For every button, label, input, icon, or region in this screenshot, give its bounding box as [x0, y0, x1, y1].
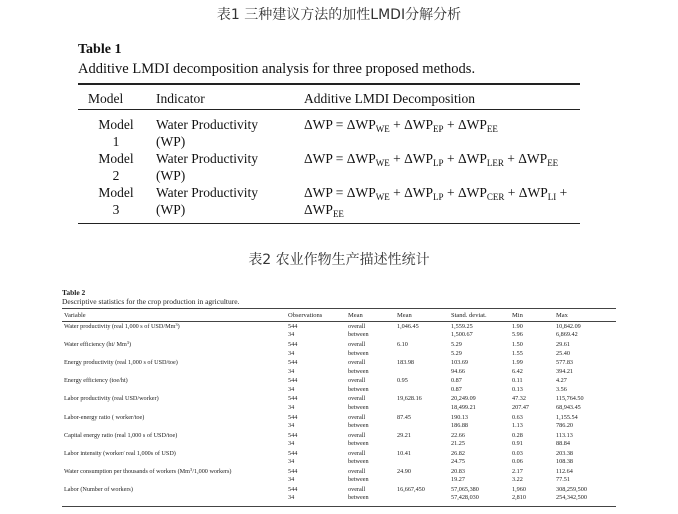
table2-max: 1,155.54 [556, 413, 578, 421]
table2-min: 2,810 [512, 494, 526, 502]
table2-max: 115,764.50 [556, 395, 584, 403]
table2-min: 6.42 [512, 367, 523, 375]
table2-min: 1.55 [512, 349, 523, 357]
table2-std: 5.29 [451, 349, 462, 357]
table2-mean-type: overall [348, 449, 366, 457]
table2-mean: 19,628.16 [397, 395, 422, 403]
table2-variable: Labor productivity (real USD/worker) [64, 395, 159, 403]
table2-col-min: Min [512, 312, 523, 319]
table2-mean: 24.90 [397, 467, 411, 475]
table2-mean: 87.45 [397, 413, 411, 421]
table2-variable: Capital energy ratio (real 1,000 s of USD/toe) [64, 431, 178, 439]
table2-mean-type: between [348, 494, 369, 502]
table1-row3-indicator: Water Productivity (WP) [156, 185, 259, 217]
table2-observations: 34 [288, 331, 295, 339]
table2-max: 68,943.45 [556, 403, 581, 411]
table2-min: 0.28 [512, 431, 523, 439]
table1-row1-model: Model 1 [98, 117, 134, 149]
table2-mean: 29.21 [397, 431, 411, 439]
table2-min: 0.11 [512, 377, 523, 385]
table1-label: Table 1 [78, 42, 122, 57]
table1-row2-model: Model 2 [98, 151, 134, 183]
table2-std: 0.87 [451, 385, 462, 393]
table2-mean-type: between [348, 440, 369, 447]
table2-max: 10,842.09 [556, 323, 581, 330]
table2-col-std: Stand. deviat. [451, 312, 487, 319]
table2-observations: 34 [288, 349, 295, 357]
table2-observations: 544 [288, 449, 298, 457]
table2-col-observations: Observations [288, 312, 323, 319]
table2-observations: 544 [288, 395, 298, 403]
table1-row3-model: Model 3 [98, 185, 134, 217]
table2-observations: 544 [288, 413, 298, 421]
table2-observations: 544 [288, 359, 298, 367]
table2-std: 20,249.09 [451, 395, 476, 403]
table2-variable: Labor intensity (worker/ real 1,000s of USD) [64, 449, 176, 457]
table2-mean-type: between [348, 331, 369, 339]
table2-variable: Labor-energy ratio ( worker/toe) [64, 413, 145, 421]
table2-std: 1,559.25 [451, 323, 473, 330]
table2-mean: 1,046.45 [397, 323, 419, 330]
table2-observations: 34 [288, 440, 295, 447]
table1-bottom-rule [78, 223, 580, 224]
table2-observations: 34 [288, 421, 295, 429]
table2-mean-type: overall [348, 431, 366, 439]
table2-variable: Water productivity (real 1,000 s of USD/Mm$^3$) [64, 322, 180, 330]
table2-mean: 6.10 [397, 341, 408, 349]
table2-max: 394.21 [556, 367, 574, 375]
table2-min: 3.22 [512, 476, 523, 484]
table2-std: 57,065,380 [451, 485, 479, 493]
table2-std: 19.27 [451, 476, 465, 484]
table2-min: 2.17 [512, 467, 523, 475]
table2-label: Table 2 [62, 288, 86, 297]
table2-std: 5.29 [451, 341, 462, 349]
table1-col-model: Model [88, 91, 124, 106]
table2-observations: 544 [288, 323, 298, 330]
table1-top-rule [78, 83, 580, 85]
table1-col-decomposition: Additive LMDI Decomposition [304, 91, 475, 106]
table2-std: 22.66 [451, 431, 465, 439]
table2-min: 1,960 [512, 485, 526, 493]
table2-mean: 183.98 [397, 359, 415, 367]
table2-min: 0.03 [512, 449, 523, 457]
table2-std: 94.66 [451, 367, 465, 375]
table2-observations: 34 [288, 476, 295, 484]
table2-observations: 34 [288, 458, 295, 466]
table2-mean-type: between [348, 367, 369, 375]
table2-mean-type: between [348, 421, 369, 429]
table2-observations: 34 [288, 367, 295, 375]
table2-mean-type: overall [348, 395, 366, 403]
table2-max: 29.61 [556, 341, 570, 349]
table2-max: 6,869.42 [556, 331, 578, 339]
table2-variable: Water consumption per thousands of workers (Mm$^3$/1,000 workers) [64, 466, 232, 475]
table2-std: 57,428,030 [451, 494, 479, 502]
table2-min: 0.91 [512, 440, 523, 447]
table2-min: 5.96 [512, 331, 523, 339]
table2-max: 308,259,500 [556, 485, 587, 493]
table2-col-variable: Variable [64, 312, 86, 319]
table2-std: 26.82 [451, 449, 465, 457]
table2-mean-type: between [348, 403, 369, 411]
table2-std: 186.88 [451, 421, 469, 429]
table2-std: 1,500.67 [451, 331, 473, 339]
table2-std: 21.25 [451, 440, 465, 447]
table2-mean-type: overall [348, 485, 366, 493]
table2-header-rule [62, 321, 616, 322]
table2-mean-type: between [348, 458, 369, 466]
table2-min: 47.32 [512, 395, 526, 403]
table2-std: 20.83 [451, 467, 465, 475]
table2-max: 88.84 [556, 440, 570, 447]
table1-row2-indicator: Water Productivity (WP) [156, 151, 259, 183]
table2-variable: Energy efficiency (toe/ht) [64, 377, 128, 385]
table2-mean: 0.95 [397, 377, 408, 385]
table2-caption: Descriptive statistics for the crop production in agriculture. [62, 297, 240, 306]
table1-row2-formula: $\Delta WP = \Delta WP_{WE} + \Delta WP_{LP} + \Delta WP_{LER} + \Delta WP_{EE}$ [304, 151, 559, 168]
table2-mean-type: between [348, 385, 369, 393]
table2-max: 4.27 [556, 377, 567, 385]
table2-col-mean: Mean [397, 312, 412, 319]
table2-col-mean-type: Mean [348, 312, 363, 319]
table2-mean-type: between [348, 349, 369, 357]
table2-mean-type: overall [348, 323, 366, 330]
table1-caption: Additive LMDI decomposition analysis for three proposed methods. [78, 61, 476, 77]
table2-max: 77.51 [556, 476, 570, 484]
table2-max: 203.38 [556, 449, 574, 457]
table2-observations: 544 [288, 377, 298, 385]
table2-max: 254,342,500 [556, 494, 587, 502]
table2-std: 18,499.21 [451, 403, 476, 411]
table2-chinese-heading: 表2 农业作物生产描述性统计 [248, 252, 430, 268]
table2-max: 108.38 [556, 458, 574, 466]
table2-variable: Labor (Number of workers) [64, 485, 133, 493]
table2-min: 207.47 [512, 403, 530, 411]
table2-top-rule [62, 308, 616, 309]
table1-col-indicator: Indicator [156, 91, 205, 106]
table2-max: 786.20 [556, 421, 574, 429]
table2-mean: 16,667,450 [397, 485, 425, 493]
table1-row1-indicator: Water Productivity (WP) [156, 117, 259, 149]
table2-observations: 544 [288, 341, 298, 349]
table2-observations: 34 [288, 385, 295, 393]
table2-mean-type: overall [348, 377, 366, 385]
table2-min: 1.50 [512, 341, 523, 349]
table2-max: 112.64 [556, 467, 573, 475]
table1-chinese-heading: 表1 三种建议方法的加性LMDI分解分析 [216, 7, 462, 23]
table2-std: 24.75 [451, 458, 465, 466]
table2-mean-type: overall [348, 341, 366, 349]
table2-min: 1.90 [512, 323, 523, 330]
table2-observations: 34 [288, 494, 295, 502]
table2-mean-type: between [348, 476, 369, 484]
table2-bottom-rule [62, 506, 616, 507]
table2-observations: 34 [288, 403, 295, 411]
table2-max: 113.13 [556, 431, 573, 439]
table2-min: 1.13 [512, 421, 523, 429]
table2-mean: 10.41 [397, 449, 411, 457]
table2-variable: Energy productivity (real 1,000 s of USD/toe) [64, 359, 178, 367]
table2-min: 0.06 [512, 458, 523, 466]
table2-std: 0.87 [451, 377, 462, 385]
table2-observations: 544 [288, 485, 298, 493]
table1-row3-formula: $\Delta WP = \Delta WP_{WE} + \Delta WP_{LP} + \Delta WP_{CER} + \Delta WP_{LI} + \Delta WP_{EE}$ [304, 185, 568, 219]
table2-observations: 544 [288, 431, 298, 439]
table2-max: 3.56 [556, 385, 567, 393]
table2-variable: Water efficiency (ht/ Mm$^3$) [64, 340, 132, 349]
table2-max: 577.83 [556, 359, 574, 367]
table2-min: 1.99 [512, 359, 523, 367]
table2-min: 0.63 [512, 413, 523, 421]
table2-min: 0.13 [512, 385, 523, 393]
table2-std: 103.69 [451, 359, 469, 367]
table2-observations: 544 [288, 467, 298, 475]
table1-header-rule [78, 109, 580, 110]
table2-mean-type: overall [348, 359, 366, 367]
table1-row1-formula: $\Delta WP = \Delta WP_{WE} + \Delta WP_{EP} + \Delta WP_{EE}$ [304, 117, 498, 134]
table2-std: 190.13 [451, 413, 469, 421]
table2-mean-type: overall [348, 467, 366, 475]
table2-max: 25.40 [556, 349, 570, 357]
table2-mean-type: overall [348, 413, 366, 421]
table2-col-max: Max [556, 312, 568, 319]
